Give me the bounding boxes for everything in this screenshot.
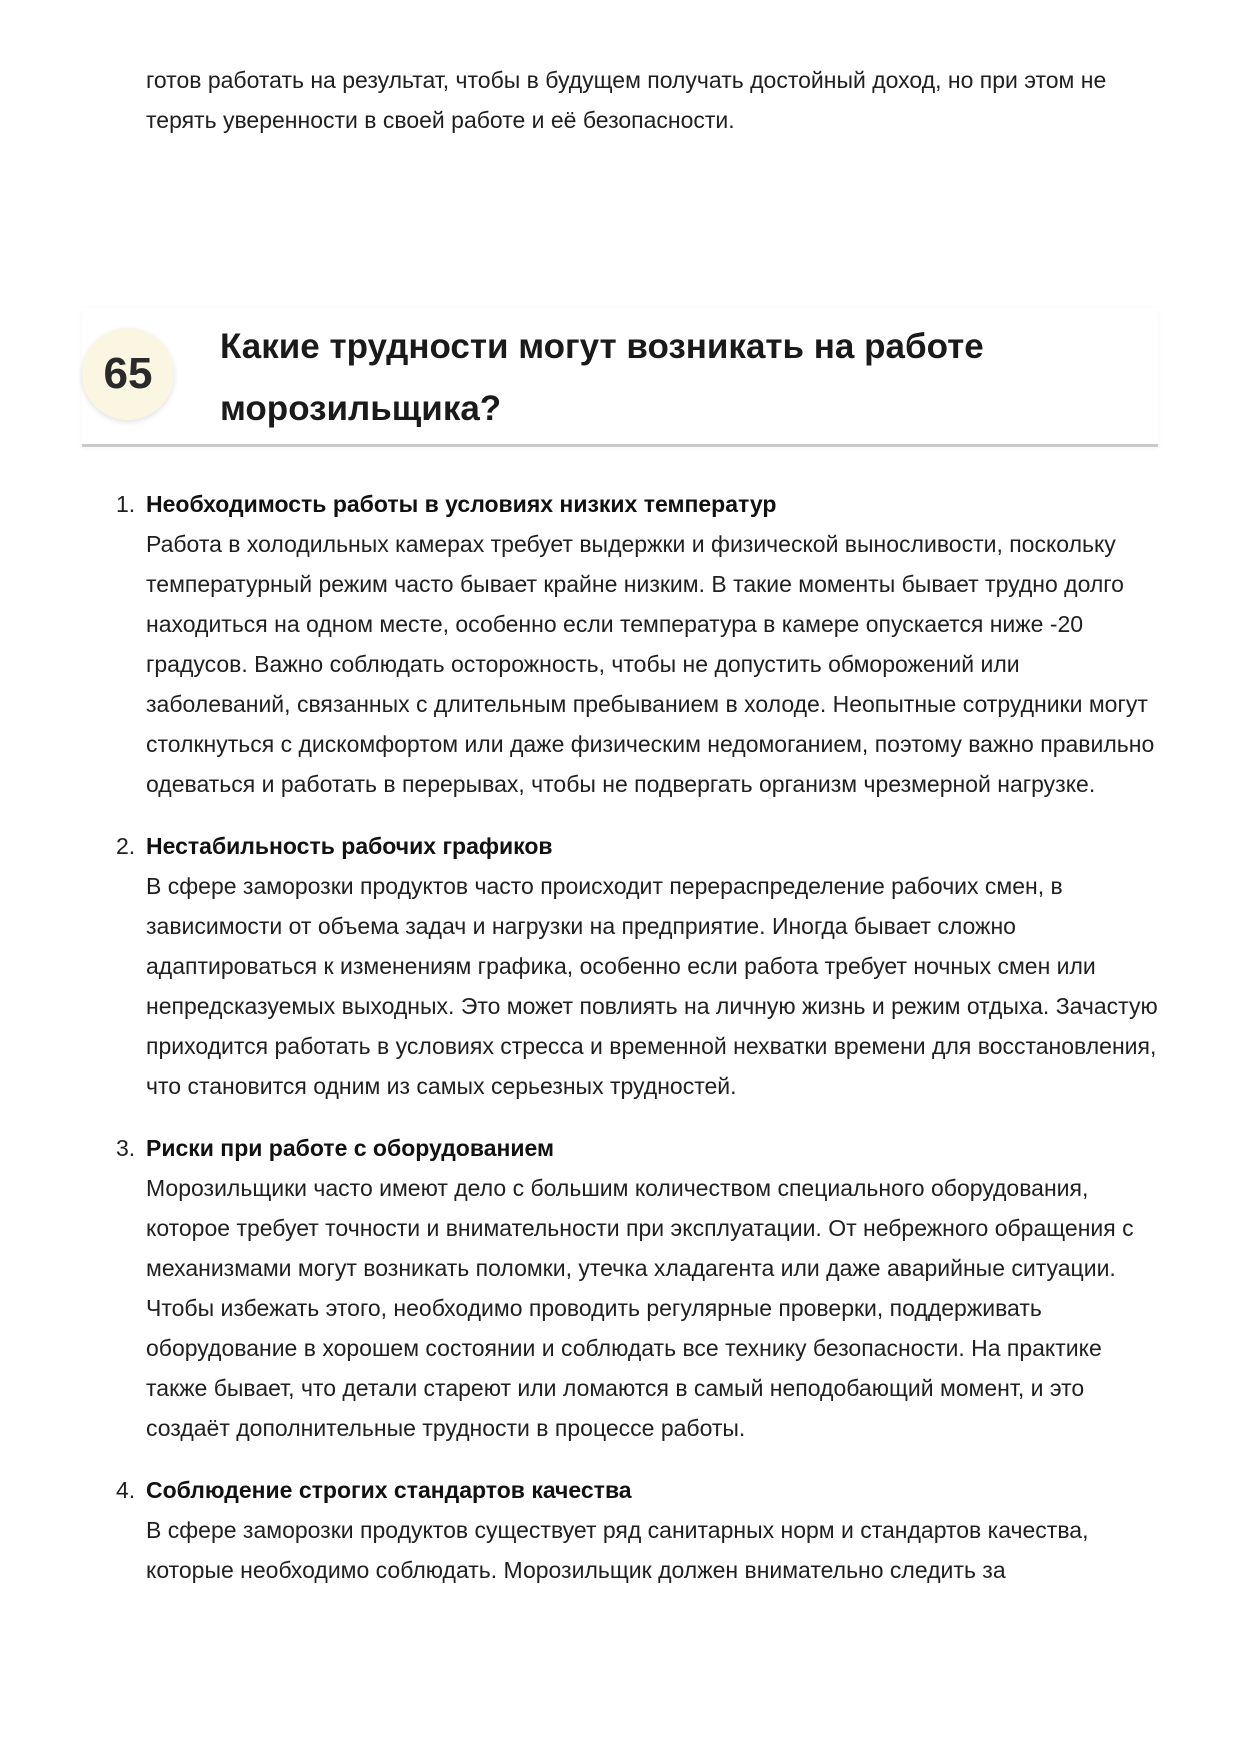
section-number-badge: 65: [82, 328, 174, 420]
list-item: [116, 1128, 1158, 1448]
list-item-heading: Соблюдение строгих стандартов качества: [146, 1477, 632, 1503]
list-item-body: В сфере заморозки продуктов существует ряд санитарных норм и стандартов качества, которые необходимо соблюдать. Морозильщик должен внимательно следить за: [146, 1517, 1089, 1583]
section-title: Какие трудности могут возникать на работе морозильщика?: [220, 327, 984, 428]
list-item-heading: Необходимость работы в условиях низких температур: [146, 491, 777, 517]
list-item-body: Работа в холодильных камерах требует выдержки и физической выносливости, поскольку температурный режим часто бывает крайне низким. В такие моменты бывает трудно долго находиться на одном месте, особенно если температура в камере опускается ниже -20 градусов. Важно соблюдать осторожность, чтобы не допустить обморожений или заболеваний, связанных с длительным пребыванием в холоде. Неопытные сотрудники могут столкнуться с дискомфортом или даже физическим недомоганием, поэтому важно правильно одеваться и работать в перерывах, чтобы не подвергать организм чрезмерной нагрузке.: [146, 531, 1155, 797]
list-item-heading: Риски при работе с оборудованием: [146, 1135, 555, 1161]
intro-paragraph: готов работать на результат, чтобы в будущем получать достойный доход, но при этом не терять уверенности в своей работе и её безопасности.: [146, 67, 1107, 133]
list-item-heading: Нестабильность рабочих графиков: [146, 833, 553, 859]
list-item: [116, 826, 1158, 1106]
list-item-number: 4.: [116, 1477, 136, 1503]
list-item-body: В сфере заморозки продуктов часто происходит перераспределение рабочих смен, в зависимости от объема задач и нагрузки на предприятие. Иногда бывает сложно адаптироваться к изменениям графика, особенно если работа требует ночных смен или непредсказуемых выходных. Это может повлиять на личную жизнь и режим отдыха. Зачастую приходится работать в условиях стресса и временной нехватки времени для восстановления, что становится одним из самых серьезных трудностей.: [146, 873, 1158, 1099]
list-item: [116, 484, 1158, 804]
section-header: [82, 308, 1158, 447]
difficulties-list: [116, 484, 1158, 1612]
list-item-number: 2.: [116, 833, 136, 859]
list-item-number: 1.: [116, 491, 136, 517]
list-item: [116, 1470, 1158, 1590]
list-item-body: Морозильщики часто имеют дело с большим количеством специального оборудования, которое требует точности и внимательности при эксплуатации. От небрежного обращения с механизмами могут возникать поломки, утечка хладагента или даже аварийные ситуации. Чтобы избежать этого, необходимо проводить регулярные проверки, поддерживать оборудование в хорошем состоянии и соблюдать все технику безопасности. На практике также бывает, что детали стареют или ломаются в самый неподобающий момент, и это создаёт дополнительные трудности в процессе работы.: [146, 1175, 1134, 1441]
list-item-number: 3.: [116, 1135, 136, 1161]
